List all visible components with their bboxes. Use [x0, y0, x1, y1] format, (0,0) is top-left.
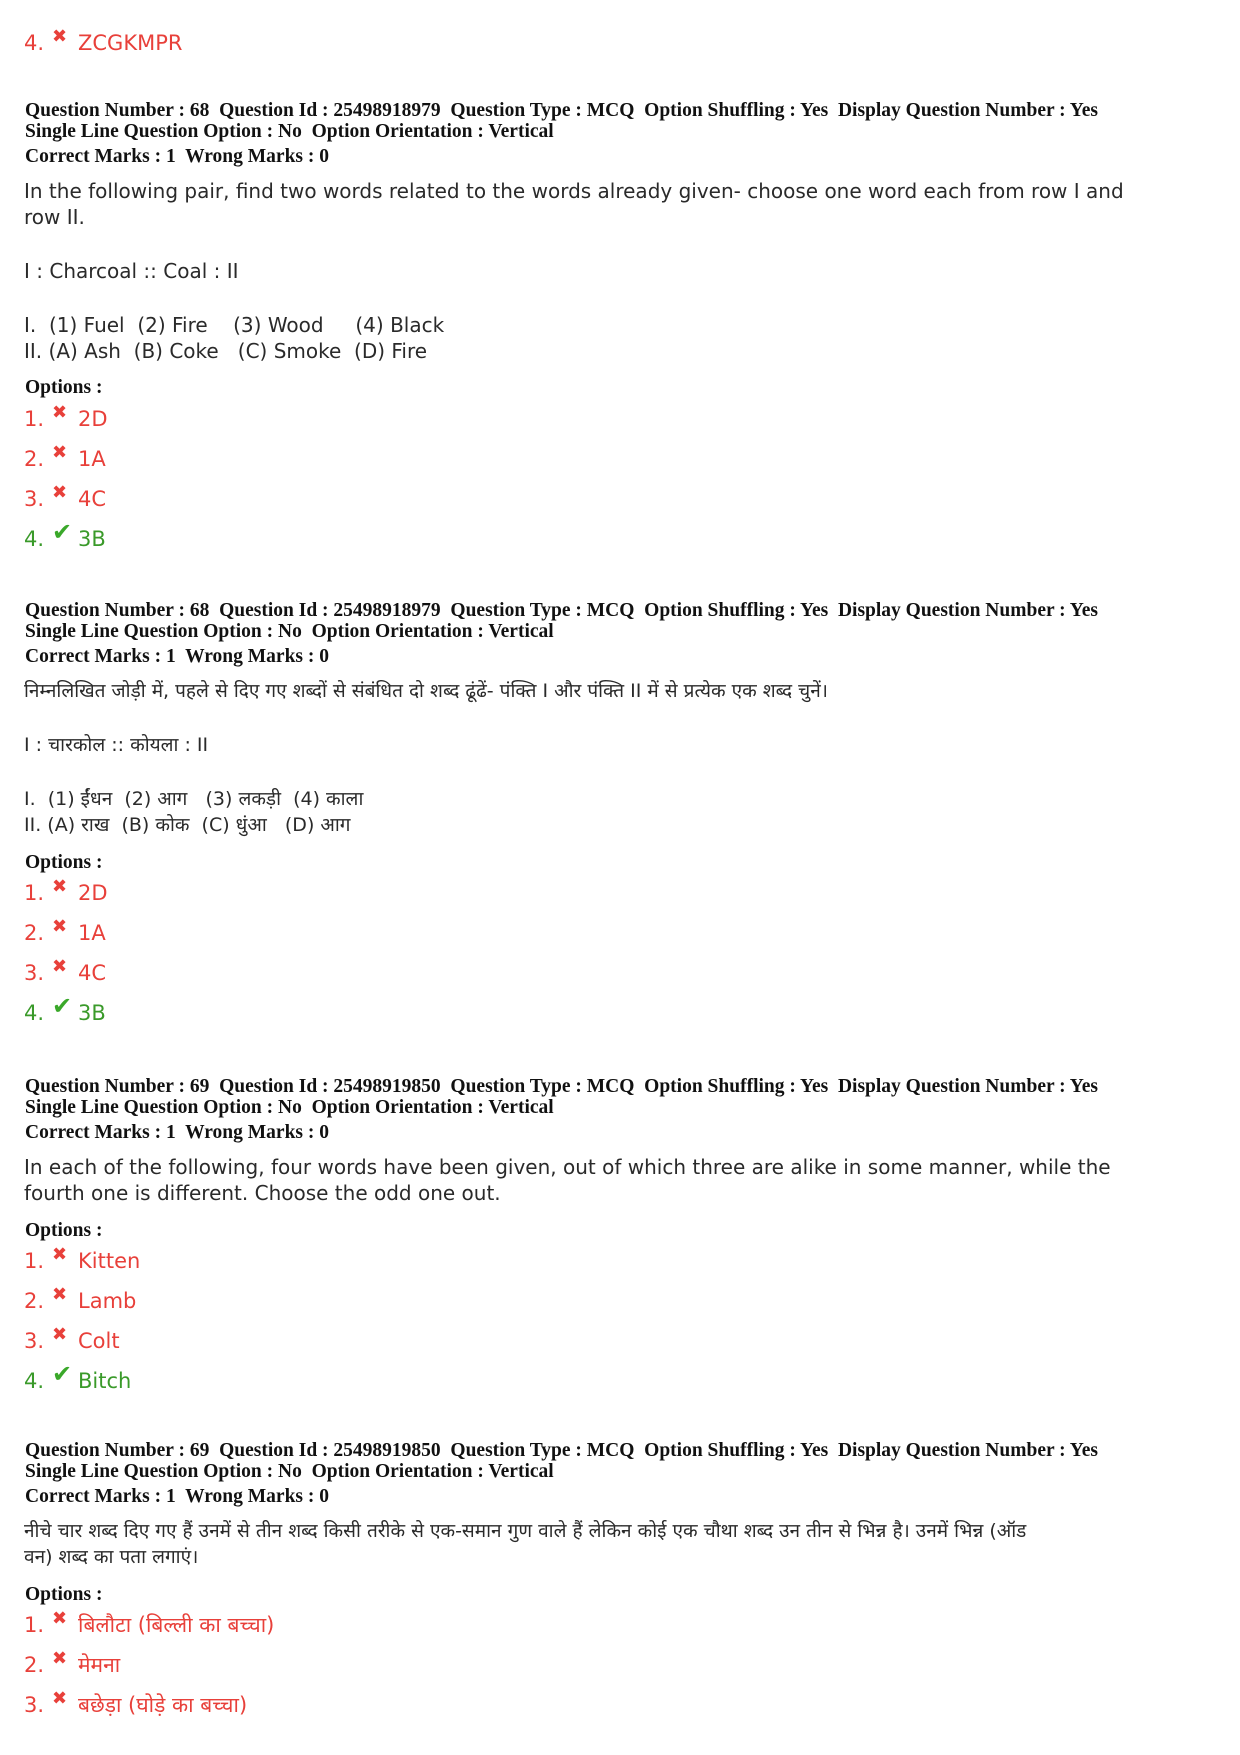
option-text: 1A — [78, 921, 106, 945]
question-meta-line: Question Number : 69 Question Id : 25498919850 Question Type : MCQ Option Shuffling : Yes Display Question Number : Yes — [25, 1440, 1098, 1461]
option-item — [24, 1324, 120, 1358]
option-text: ZCGKMPR — [78, 31, 183, 55]
option-text: Colt — [78, 1329, 120, 1353]
option-number: 3. — [24, 1693, 45, 1717]
option-item — [24, 26, 182, 60]
option-number: 1. — [24, 881, 45, 905]
cross-icon: ✖ — [52, 481, 68, 503]
option-item — [24, 1244, 140, 1278]
option-number: 4. — [24, 1369, 45, 1393]
cross-icon: ✖ — [52, 1323, 68, 1345]
option-item — [24, 1360, 132, 1398]
option-number: 3. — [24, 961, 45, 985]
option-item — [24, 482, 106, 516]
option-number: 1. — [24, 1613, 45, 1637]
option-text: बिलौटा (बिल्ली का बच्चा) — [78, 1613, 275, 1637]
option-number: 2. — [24, 1653, 45, 1677]
question-meta-line: Question Number : 69 Question Id : 25498919850 Question Type : MCQ Option Shuffling : Yes Display Question Number : Yes — [25, 1076, 1098, 1097]
option-text: 4C — [78, 961, 107, 985]
cross-icon: ✖ — [52, 955, 68, 977]
question-meta-line: Single Line Question Option : No Option Orientation : Vertical — [25, 1461, 554, 1482]
option-number: 1. — [24, 1249, 45, 1273]
question-marks: Correct Marks : 1 Wrong Marks : 0 — [25, 1486, 330, 1507]
check-icon: ✔ — [52, 1360, 73, 1388]
cross-icon: ✖ — [52, 1647, 68, 1669]
cross-icon: ✖ — [52, 1607, 68, 1629]
question-text-line: In each of the following, four words have been given, out of which three are alike in some manner, while the — [24, 1155, 1111, 1179]
option-number: 4. — [24, 527, 45, 551]
option-item — [24, 1608, 274, 1642]
cross-icon: ✖ — [52, 441, 68, 463]
option-number: 4. — [24, 31, 45, 55]
question-marks: Correct Marks : 1 Wrong Marks : 0 — [25, 646, 330, 667]
cross-icon: ✖ — [52, 1687, 68, 1709]
question-meta-line: Single Line Question Option : No Option Orientation : Vertical — [25, 621, 554, 642]
options-label: Options : — [25, 1220, 103, 1241]
question-meta-line: Question Number : 68 Question Id : 25498918979 Question Type : MCQ Option Shuffling : Yes Display Question Number : Yes — [25, 600, 1098, 621]
question-meta-line: Question Number : 68 Question Id : 25498918979 Question Type : MCQ Option Shuffling : Yes Display Question Number : Yes — [25, 100, 1098, 121]
option-text: Kitten — [78, 1249, 141, 1273]
option-number: 2. — [24, 921, 45, 945]
cross-icon: ✖ — [52, 875, 68, 897]
cross-icon: ✖ — [52, 25, 68, 47]
question-text-line: fourth one is different. Choose the odd one out. — [24, 1181, 501, 1205]
option-item — [24, 916, 106, 950]
options-label: Options : — [25, 1584, 103, 1605]
option-number: 3. — [24, 1329, 45, 1353]
question-marks: Correct Marks : 1 Wrong Marks : 0 — [25, 146, 330, 167]
option-item — [24, 1284, 136, 1318]
option-number: 2. — [24, 447, 45, 471]
cross-icon: ✖ — [52, 401, 68, 423]
question-marks: Correct Marks : 1 Wrong Marks : 0 — [25, 1122, 330, 1143]
option-text: Bitch — [78, 1369, 132, 1393]
options-label: Options : — [25, 377, 103, 398]
option-text: 1A — [78, 447, 106, 471]
option-item — [24, 876, 108, 910]
option-number: 1. — [24, 407, 45, 431]
option-item — [24, 1648, 120, 1682]
option-number: 3. — [24, 487, 45, 511]
question-meta-line: Single Line Question Option : No Option Orientation : Vertical — [25, 1097, 554, 1118]
question-text-line: निम्नलिखित जोड़ी में, पहले से दिए गए शब्दों से संबंधित दो शब्द ढूंढें- पंक्ति I और पंक्ति II में से प्रत्येक एक शब्द चुनें। — [24, 680, 828, 702]
option-item — [24, 1688, 247, 1722]
option-item — [24, 402, 108, 436]
question-meta-line: Single Line Question Option : No Option Orientation : Vertical — [25, 121, 554, 142]
option-item — [24, 442, 106, 476]
question-text-line: II. (A) Ash (B) Coke (C) Smoke (D) Fire — [24, 339, 428, 363]
check-icon: ✔ — [52, 992, 73, 1020]
cross-icon: ✖ — [52, 1243, 68, 1265]
option-item — [24, 518, 106, 556]
option-number: 4. — [24, 1001, 45, 1025]
question-text-line: I : Charcoal :: Coal : II — [24, 259, 239, 283]
option-text: 3B — [78, 527, 106, 551]
question-text-line: नीचे चार शब्द दिए गए हैं उनमें से तीन शब्द किसी तरीके से एक-समान गुण वाले हैं लेकिन कोई एक चौथा शब्द उन तीन से भिन्न है। उनमें भिन्न (ऑड — [24, 1520, 1027, 1542]
option-text: 2D — [78, 881, 108, 905]
option-text: बछेड़ा (घोड़े का बच्चा) — [78, 1693, 248, 1717]
check-icon: ✔ — [52, 518, 73, 546]
option-item — [24, 956, 106, 990]
option-text: 3B — [78, 1001, 106, 1025]
question-text-line: In the following pair, find two words related to the words already given- choose one word each from row I and — [24, 179, 1124, 203]
option-text: 4C — [78, 487, 107, 511]
option-text: 2D — [78, 407, 108, 431]
cross-icon: ✖ — [52, 915, 68, 937]
question-text-line: I : चारकोल :: कोयला : II — [24, 734, 209, 756]
question-text-line: I. (1) ईंधन (2) आग (3) लकड़ी (4) काला — [24, 788, 364, 810]
option-number: 2. — [24, 1289, 45, 1313]
option-text: Lamb — [78, 1289, 137, 1313]
question-text-line: II. (A) राख (B) कोक (C) धुंआ (D) आग — [24, 814, 351, 836]
cross-icon: ✖ — [52, 1283, 68, 1305]
options-label: Options : — [25, 852, 103, 873]
question-text-line: वन) शब्द का पता लगाएं। — [24, 1546, 199, 1568]
question-text-line: I. (1) Fuel (2) Fire (3) Wood (4) Black — [24, 313, 445, 337]
question-text-line: row II. — [24, 205, 85, 229]
option-item — [24, 992, 106, 1030]
option-text: मेमना — [78, 1653, 121, 1677]
